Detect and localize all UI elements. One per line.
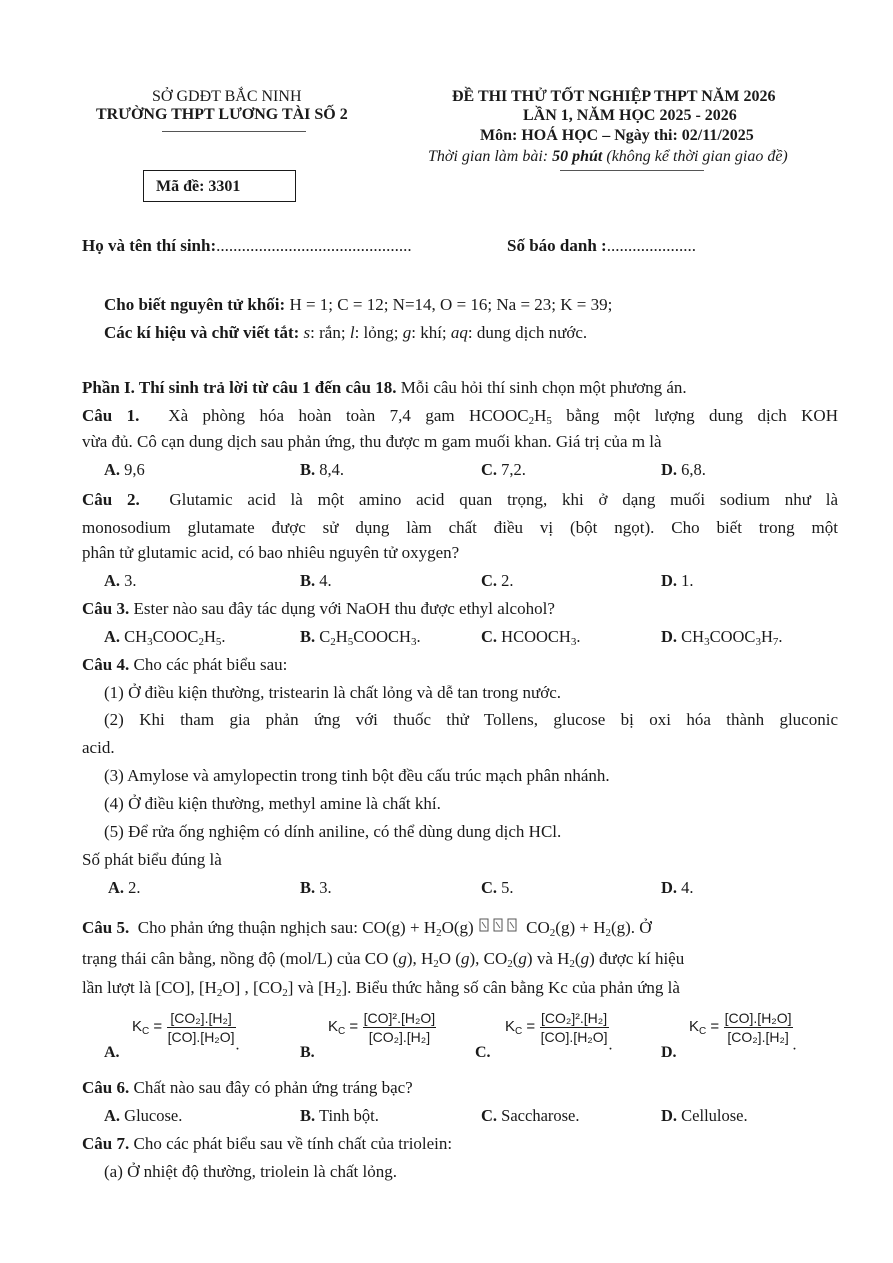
time-line (428, 148, 788, 166)
option-text: 2. (497, 571, 514, 590)
q5-g: g (580, 949, 590, 968)
atomic-mass-label: Cho biết nguyên tử khối: (104, 295, 286, 314)
option-label: D. (661, 627, 678, 646)
question-label: Câu 1. (82, 406, 140, 425)
abbr-aq: aq (450, 323, 468, 342)
q6-option-a[interactable] (104, 1106, 182, 1126)
candidate-id-line (507, 236, 696, 256)
time-suffix: (không kể thời gian giao đề) (602, 148, 788, 165)
q3-option-c[interactable] (481, 627, 580, 648)
kc-numerator: [CO₂].[H₂] (167, 1010, 236, 1028)
abbr-g-text: : khí; (411, 323, 451, 342)
formula-part: COOC (709, 627, 756, 646)
option-tail: . (792, 1036, 797, 1054)
q2-option-d[interactable] (661, 571, 694, 591)
formula-part: HCOOCH (497, 627, 571, 646)
q1-option-c[interactable] (481, 460, 526, 480)
kc-k: K (505, 1018, 516, 1035)
q2-line2: monosodium glutamate được sử dụng làm chất điều vị (bột ngọt). Cho biết trong một (82, 518, 838, 537)
q1-text-c: bằng một lượng dung dịch KOH (551, 406, 838, 425)
q3-option-a[interactable] (104, 627, 225, 648)
q5-end: (g). Ở (610, 918, 652, 937)
formula-part: CH (677, 627, 705, 646)
option-label: D. (661, 571, 678, 590)
kc-eq: = (345, 1018, 359, 1035)
kc-c: C (338, 1026, 346, 1037)
q1-option-b[interactable] (300, 460, 344, 480)
q5-line3 (82, 978, 680, 999)
q1-text-a: Xà phòng hóa hoàn toàn 7,4 gam HCOOC (168, 406, 529, 425)
option-text: 5. (497, 878, 514, 897)
exam-round: LẦN 1, NĂM HỌC 2025 - 2026 (523, 107, 737, 124)
formula-part: H (203, 627, 216, 646)
formula-part: H (335, 627, 348, 646)
q2-option-b[interactable] (300, 571, 332, 591)
question-label: Câu 7. (82, 1134, 130, 1153)
q5-prod2: (g) + H (555, 918, 606, 937)
option-text: 2. (124, 878, 141, 897)
q1-option-d[interactable] (661, 460, 706, 480)
formula-sub: 7 (772, 636, 779, 648)
kc-denominator: [CO].[H₂O] (167, 1029, 235, 1045)
q6-stem (82, 1078, 413, 1098)
q4-option-b[interactable] (300, 878, 332, 898)
kc-k: K (689, 1018, 700, 1035)
option-text: 4. (677, 878, 694, 897)
formula-part: . (416, 627, 421, 646)
option-label: C. (481, 1106, 498, 1125)
option-label: B. (300, 460, 316, 479)
q4-statement-5: (5) Để rửa ống nghiệm có dính aniline, có thể dùng dung dịch HCl. (104, 822, 562, 841)
q7-statement-a: (a) Ở nhiệt độ thường, triolein là chất lỏng. (104, 1162, 397, 1181)
abbr-g: g (402, 323, 412, 342)
subject-line: Môn: HOÁ HỌC – Ngày thi: 02/11/2025 (480, 127, 754, 144)
q5-prod1: CO (526, 918, 550, 937)
kc-denominator: [CO₂].[H₂] (727, 1029, 789, 1045)
option-label: C. (481, 878, 498, 897)
kc-numerator: [CO]².[H₂O] (363, 1010, 436, 1026)
q4-statement-2b: acid. (82, 738, 115, 757)
option-label: C. (475, 1044, 491, 1061)
question-label: Câu 5. (82, 918, 130, 937)
time-prefix: Thời gian làm bài: (428, 148, 553, 165)
option-label: A. (104, 571, 121, 590)
q5-line1 (82, 918, 838, 939)
question-label: Câu 3. (82, 599, 130, 618)
q6-text: Chất nào sau đây có phản ứng tráng bạc? (129, 1078, 413, 1097)
kc-expression (328, 1010, 436, 1045)
time-underline (560, 170, 704, 171)
q3-stem (82, 599, 555, 619)
part1-heading-line (82, 378, 687, 398)
formula-sub: 3 (410, 636, 417, 648)
q5-text: ( (574, 949, 581, 968)
candidate-id-label: Số báo danh : (507, 236, 607, 255)
school-underline (162, 131, 306, 132)
kc-expression (689, 1010, 797, 1055)
formula-sub: 5 (347, 636, 354, 648)
option-label: B. (300, 1106, 316, 1125)
equilibrium-arrow-icon (478, 918, 522, 934)
kc-c: C (699, 1026, 707, 1037)
option-text: Cellulose. (677, 1106, 748, 1125)
option-text: 6,8. (677, 460, 706, 479)
option-label: B. (300, 878, 316, 897)
formula-part: . (576, 627, 581, 646)
option-text: Tinh bột. (315, 1106, 379, 1125)
kc-expression (505, 1010, 613, 1055)
q5-text: trạng thái cân bằng, nồng độ (mol/L) của CO ( (82, 949, 399, 968)
exam-code-box: Mã đề: 3301 (143, 170, 296, 202)
kc-eq: = (522, 1018, 536, 1035)
q5-sub: 2 (335, 987, 342, 999)
option-text: 7,2. (497, 460, 526, 479)
abbreviation-label: Các kí hiệu và chữ viết tắt: (104, 323, 300, 342)
q4-statement-2a: (2) Khi tham gia phản ứng với thuốc thử Tollens, glucose bị oxi hóa thành gluconic (104, 710, 838, 729)
option-label: A. (104, 1044, 120, 1061)
q6-option-c[interactable] (481, 1106, 580, 1126)
q7-text: Cho các phát biểu sau về tính chất của triolein: (129, 1134, 453, 1153)
atomic-mass-values: H = 1; C = 12; N=14, O = 16; Na = 23; K = 39; (285, 295, 613, 314)
kc-c: C (142, 1026, 150, 1037)
option-label: C. (481, 627, 498, 646)
option-text: 1. (677, 571, 694, 590)
formula-sub: 5 (215, 636, 222, 648)
kc-k: K (132, 1018, 143, 1035)
option-tail: . (608, 1036, 613, 1054)
formula-sub: 3 (570, 636, 577, 648)
q5-text: ( (512, 949, 519, 968)
q5-text: ), CO (469, 949, 508, 968)
q5-sub: 2 (549, 927, 556, 939)
part1-heading: Phần I. Thí sinh trả lời từ câu 1 đến câu 18. (82, 378, 397, 397)
q5-line2 (82, 949, 684, 970)
abbr-l: l (349, 323, 355, 342)
kc-denominator: [CO₂].[H₂] (368, 1029, 431, 1045)
option-text: 9,6 (120, 460, 145, 479)
formula-part: COOC (152, 627, 199, 646)
q5-text: ), H (406, 949, 434, 968)
department-name: SỞ GDĐT BẮC NINH (152, 88, 302, 105)
q5-g: g (398, 949, 407, 968)
option-text: 8,4. (315, 460, 345, 479)
formula-part: . (221, 627, 226, 646)
q5-sub: 2 (433, 958, 439, 970)
formula-part: C (315, 627, 331, 646)
school-name: TRƯỜNG THPT LƯƠNG TÀI SỐ 2 (96, 106, 348, 123)
q7-stem (82, 1134, 452, 1154)
atomic-mass-line (104, 295, 612, 315)
q4-option-d[interactable] (661, 878, 694, 898)
q5-text: ] và [H (287, 978, 336, 997)
q1-line2: vừa đủ. Cô cạn dung dịch sau phản ứng, thu được m gam muối khan. Giá trị của m là (82, 432, 662, 451)
part1-instruction: Mỗi câu hỏi thí sinh chọn một phương án. (396, 378, 687, 397)
option-text: 3. (315, 878, 332, 897)
q4-statement-4: (4) Ở điều kiện thường, methyl amine là chất khí. (104, 794, 441, 813)
kc-expression (132, 1010, 240, 1055)
q2-line1 (82, 486, 838, 514)
option-label: A. (108, 878, 125, 897)
q5-text: ) và H (526, 949, 570, 968)
q5-text: lần lượt là [CO], [H (82, 978, 217, 997)
kc-eq: = (149, 1018, 163, 1035)
option-label: D. (661, 460, 678, 479)
kc-numerator: [CO].[H₂O] (724, 1010, 792, 1026)
q3-option-b[interactable] (300, 627, 421, 648)
q4-option-a[interactable] (108, 878, 141, 898)
q2-line3: phân tử glutamic acid, có bao nhiêu nguyên tử oxygen? (82, 543, 460, 562)
kc-c: C (515, 1026, 523, 1037)
option-label: D. (661, 1044, 677, 1061)
q5-sub: 2 (282, 987, 288, 999)
q5-sub: 2 (436, 927, 442, 939)
option-label: A. (104, 460, 121, 479)
q2-option-a[interactable] (104, 571, 137, 591)
formula-sub: 3 (147, 636, 153, 648)
kc-denominator: [CO].[H₂O] (540, 1029, 608, 1045)
question-label: Câu 4. (82, 655, 130, 674)
question-label: Câu 6. (82, 1078, 130, 1097)
q1-sub1: 2 (528, 415, 535, 427)
candidate-name-dots: .............................................. (216, 236, 412, 255)
candidate-name-label: Họ và tên thí sinh: (82, 236, 217, 255)
q2-option-c[interactable] (481, 571, 514, 591)
option-text: 3. (120, 571, 137, 590)
q2-text-1: Glutamic acid là một amino acid quan trọng, khi ở dạng muối sodium như là (169, 490, 839, 509)
q5-sub: 2 (569, 958, 575, 970)
option-label: B. (300, 1044, 315, 1061)
q5-sub: 2 (605, 927, 611, 939)
formula-sub: 3 (755, 636, 761, 648)
option-text: Glucose. (120, 1106, 183, 1125)
q5-g: g (460, 949, 470, 968)
formula-part: H (760, 627, 773, 646)
q5-g: g (518, 949, 527, 968)
q4-text: Cho các phát biểu sau: (129, 655, 288, 674)
q5-sub: 2 (507, 958, 513, 970)
formula-sub: 2 (198, 636, 204, 648)
q1-option-a[interactable] (104, 460, 145, 480)
question-label: Câu 2. (82, 490, 140, 509)
q3-option-d[interactable] (661, 627, 782, 648)
abbr-l-text: : lỏng; (354, 323, 403, 342)
candidate-id-dots: ..................... (606, 236, 696, 255)
q4-ask: Số phát biểu đúng là (82, 850, 222, 869)
q4-statement-1: (1) Ở điều kiện thường, tristearin là chất lỏng và dễ tan trong nước. (104, 683, 562, 702)
option-text: Saccharose. (497, 1106, 580, 1125)
q5-mid: O(g) (441, 918, 474, 937)
formula-part: . (778, 627, 783, 646)
abbreviation-line (104, 323, 587, 343)
kc-numerator: [CO₂]².[H₂] (541, 1010, 608, 1026)
formula-sub: 3 (704, 636, 710, 648)
formula-part: CH (120, 627, 148, 646)
q4-option-c[interactable] (481, 878, 514, 898)
q4-statement-3: (3) Amylose và amylopectin trong tinh bột đều cấu trúc mạch phân nhánh. (104, 766, 610, 785)
q4-stem (82, 655, 287, 675)
q1-text-b: H (534, 406, 547, 425)
q5-text: ) được kí hiệu (589, 949, 685, 968)
kc-eq: = (706, 1018, 720, 1035)
q5-text: O ( (438, 949, 461, 968)
option-text: 4. (315, 571, 332, 590)
exam-title: ĐỀ THI THỬ TỐT NGHIỆP THPT NĂM 2026 (452, 88, 776, 105)
q5-text: O] , [CO (222, 978, 283, 997)
q5-intro: Cho phản ứng thuận nghịch sau: CO(g) + H (137, 918, 437, 937)
option-label: D. (661, 878, 678, 897)
q6-option-b[interactable] (300, 1106, 379, 1126)
option-label: C. (481, 571, 498, 590)
q5-text: ]. Biểu thức hằng số cân bằng Kc của phản ứng là (341, 978, 680, 997)
kc-k: K (328, 1018, 339, 1035)
option-label: A. (104, 627, 121, 646)
abbr-s-text: : rắn; (310, 323, 350, 342)
time-duration: 50 phút (552, 148, 603, 165)
option-tail: . (235, 1036, 240, 1054)
q1-sub2: 5 (546, 415, 552, 427)
q6-option-d[interactable] (661, 1106, 748, 1126)
option-label: A. (104, 1106, 121, 1125)
option-label: B. (300, 571, 316, 590)
option-label: C. (481, 460, 498, 479)
abbr-s: s (303, 323, 311, 342)
q1-line1 (82, 402, 838, 435)
formula-sub: 2 (330, 636, 336, 648)
candidate-name-line (82, 236, 412, 256)
option-label: B. (300, 627, 316, 646)
option-label: D. (661, 1106, 678, 1125)
formula-part: COOCH (353, 627, 411, 646)
q5-sub: 2 (216, 987, 223, 999)
q3-text: Ester nào sau đây tác dụng với NaOH thu được ethyl alcohol? (129, 599, 555, 618)
abbr-aq-text: : dung dịch nước. (467, 323, 588, 342)
